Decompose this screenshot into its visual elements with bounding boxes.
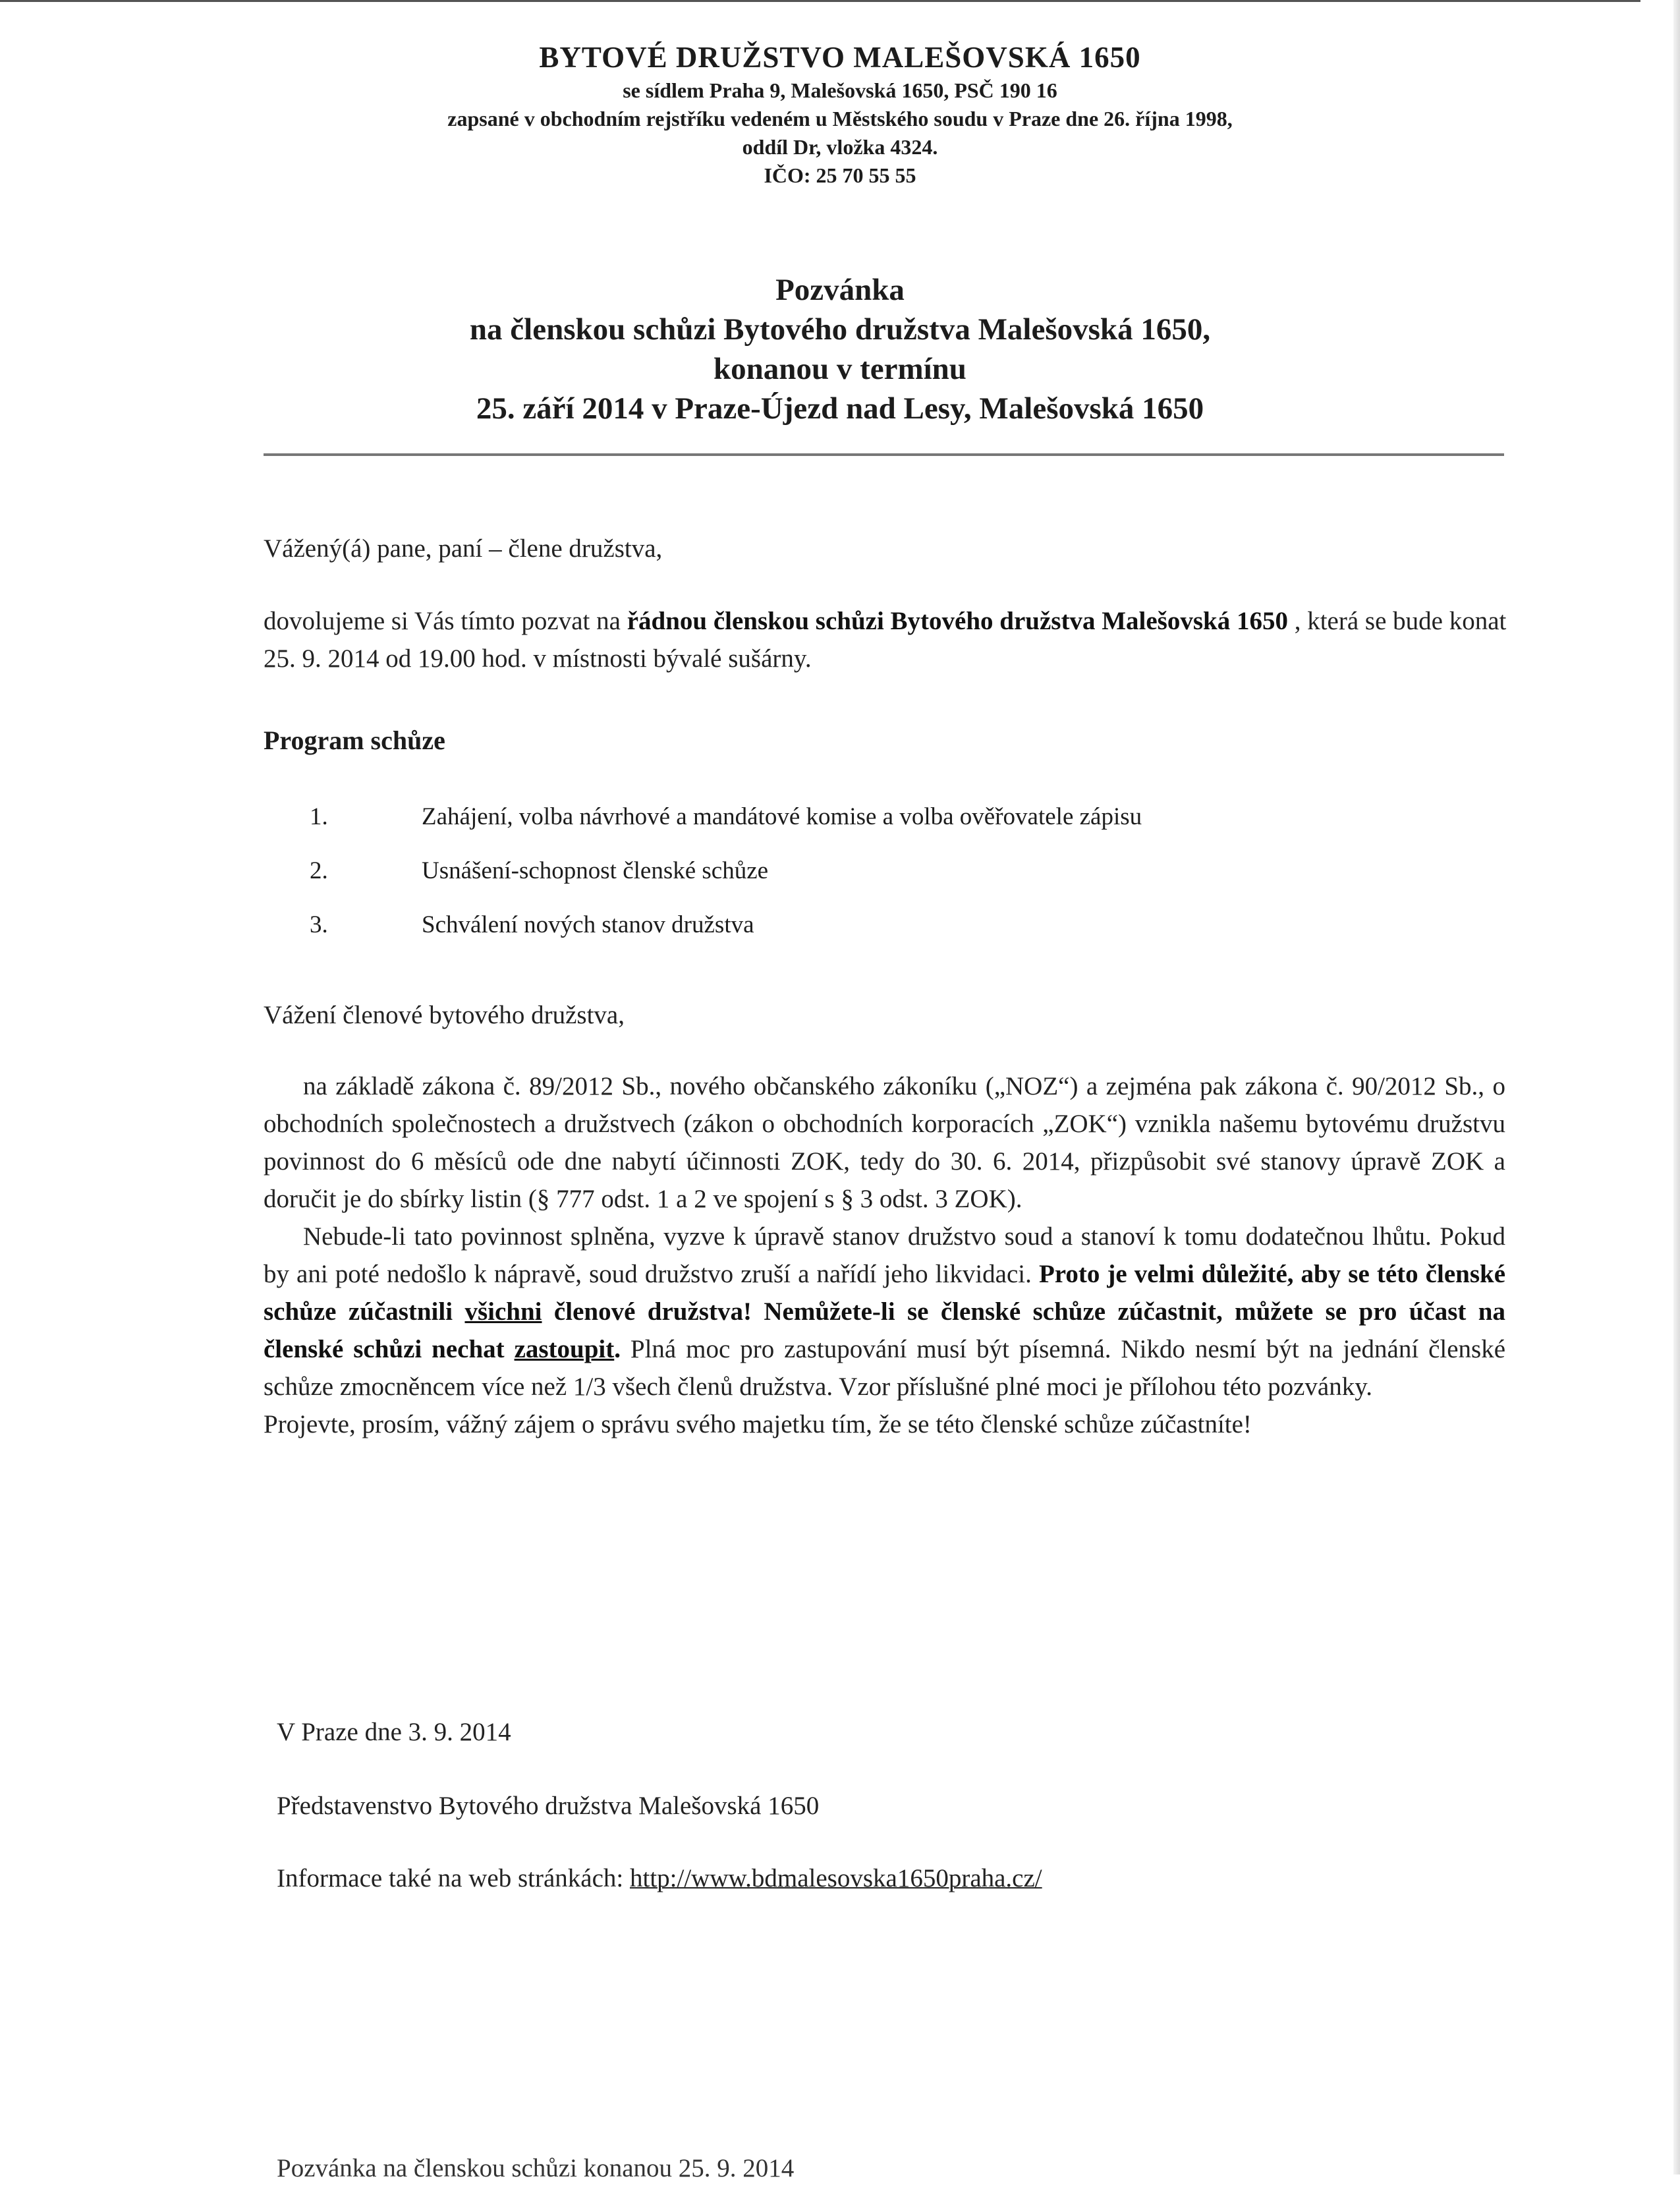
agenda-item-number: 1.	[310, 803, 328, 830]
title-line-3: konanou v termínu	[714, 352, 966, 386]
scan-edge-right	[1673, 0, 1680, 2174]
registry-line-1: zapsané v obchodním rejstříku vedeném u Městského soudu v Praze dne 26. října 1998,	[447, 107, 1233, 130]
board-signature: Představenstvo Bytového družstva Malešovská 1650	[277, 1792, 820, 1820]
registry-line-2: oddíl Dr, vložka 4324.	[742, 135, 938, 159]
program-heading: Program schůze	[264, 725, 445, 755]
invitation-meeting-name: řádnou členskou schůzi Bytového družstva Malešovská 1650	[627, 607, 1288, 635]
website-link[interactable]: http://www.bdmalesovska1650praha.cz/	[629, 1864, 1042, 1892]
company-id: IČO: 25 70 55 55	[764, 163, 916, 187]
date-line: V Praze dne 3. 9. 2014	[277, 1718, 511, 1746]
letterhead	[264, 38, 1416, 190]
legal-p2-bold-2: členové družstva! Nemůžete-li se členské schůze zúčastnit, můžete se pro účast na členské schůzi nechat	[264, 1297, 1505, 1363]
legal-p2-bold-3: .	[614, 1335, 621, 1363]
web-info-line	[277, 1860, 1594, 1897]
agenda-item-number: 3.	[310, 911, 328, 938]
agenda-item	[310, 857, 1496, 911]
legal-paragraph-1: na základě zákona č. 89/2012 Sb., nového občanského zákoníku („NOZ“) a zejména pak zákona č. 90/2012 Sb., o obchodních společnostech a družstvech (zákon o obchodních korporacích „ZOK“) vznikla našemu bytovému družstvu povinnost do 6 měsíců ode dne nabytí účinnosti ZOK, tedy do 30. 6. 2014, přizpůsobit své stanovy úpravě ZOK a doručit je do sbírky listin (§ 777 odst. 1 a 2 ve spojení s § 3 odst. 3 ZOK).	[264, 1072, 1505, 1213]
legal-p2-underlined-proxy: zastoupit	[514, 1335, 615, 1363]
agenda-list	[310, 803, 1496, 965]
web-info-prefix: Informace také na web stránkách:	[277, 1864, 630, 1892]
title-line-2: na členskou schůzi Bytového družstva Malešovská 1650,	[469, 312, 1211, 347]
agenda-item	[310, 803, 1496, 857]
invitation-title	[264, 270, 1416, 428]
title-underline	[264, 453, 1504, 456]
greeting: Vážený(á) pane, paní – člene družstva,	[264, 534, 663, 563]
legal-paragraph-2	[264, 1218, 1505, 1406]
agenda-item-text: Schválení nových stanov družstva	[422, 911, 754, 938]
legal-p2-underlined-all: všichni	[464, 1297, 542, 1326]
legal-explanation	[264, 1067, 1505, 1443]
members-greeting: Vážení členové bytového družstva,	[264, 1001, 625, 1029]
agenda-item-text: Usnášení-schopnost členské schůze	[422, 857, 769, 884]
title-line-4: 25. září 2014 v Praze-Újezd nad Lesy, Malešovská 1650	[476, 391, 1204, 426]
scan-edge-top	[0, 0, 1640, 2]
legal-paragraph-3: Projevte, prosím, vážný zájem o správu svého majetku tím, že se této členské schůze zúčastníte!	[264, 1410, 1252, 1438]
invitation-suffix: , která se bude konat 25. 9. 2014 od 19.00 hod. v místnosti bývalé sušárny.	[264, 607, 1507, 673]
legal-p2-text-2: Plná moc pro zastupování musí být písemná. Nikdo nesmí být na jednání členské schůze zmocněncem více než 1/3 všech členů družstva. Vzor příslušné plné moci je přílohou této pozvánky.	[264, 1335, 1506, 1401]
agenda-item	[310, 911, 1496, 965]
invitation-prefix: dovolujeme si Vás tímto pozvat na	[264, 607, 627, 635]
legal-p2-text-1: Nebude-li tato povinnost splněna, vyzve k úpravě stanov družstvo soud a stanoví k tomu dodatečnou lhůtu. Pokud by ani poté nedošlo k nápravě, soud družstvo zruší a nařídí jeho likvidaci.	[264, 1222, 1505, 1288]
organization-seat: se sídlem Praha 9, Malešovská 1650, PSČ 190 16	[623, 78, 1057, 102]
legal-p2-bold-1: Proto je velmi důležité, aby se této členské schůze zúčastnili	[264, 1260, 1506, 1326]
title-line-1: Pozvánka	[775, 273, 905, 307]
agenda-item-text: Zahájení, volba návrhové a mandátové komise a volba ověřovatele zápisu	[422, 803, 1142, 830]
agenda-item-number: 2.	[310, 857, 328, 884]
organization-name: BYTOVÉ DRUŽSTVO MALEŠOVSKÁ 1650	[539, 41, 1141, 74]
page-footer: Pozvánka na členskou schůzi konanou 25. 9. 2014	[277, 2154, 795, 2182]
invitation-paragraph	[264, 602, 1515, 677]
